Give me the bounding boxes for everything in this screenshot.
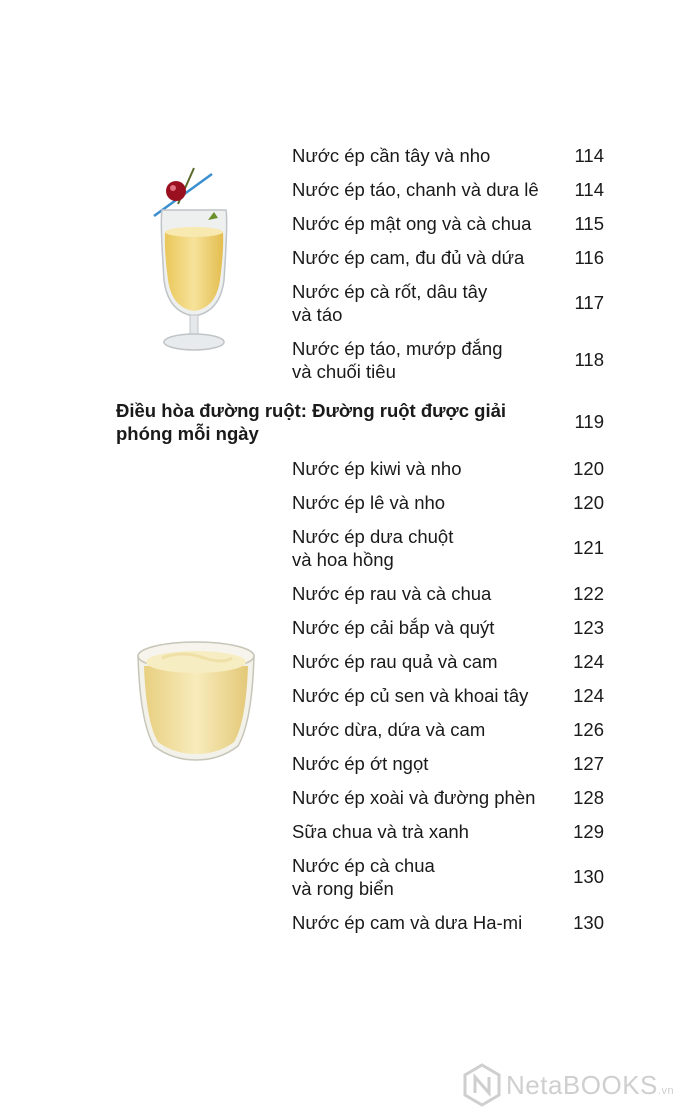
- toc-entry[interactable]: [292, 854, 604, 900]
- watermark-text: [506, 1070, 674, 1101]
- section-title: [116, 399, 536, 445]
- entry-page: 130: [573, 866, 604, 887]
- entry-page: 120: [573, 492, 604, 513]
- entry-title-line2: và rong biển: [292, 878, 394, 899]
- entry-page: 120: [573, 458, 604, 479]
- entry-title: Nước ép xoài và đường phèn: [292, 787, 536, 808]
- entry-page: 117: [574, 292, 604, 313]
- entry-title: Nước ép rau quả và cam: [292, 651, 498, 672]
- entry-page: 116: [574, 247, 604, 268]
- entry-title-line1: Nước ép cà chua: [292, 855, 435, 876]
- section-title-line1: Điều hòa đường ruột: Đường ruột được giải: [116, 400, 507, 421]
- entry-page: 114: [574, 145, 604, 166]
- entry-title: Nước ép ớt ngọt: [292, 753, 429, 774]
- entry-page: 124: [573, 651, 604, 672]
- entry-page: 130: [573, 912, 604, 933]
- watermark-suffix: .vn: [657, 1085, 675, 1097]
- smoothie-glass-image: [132, 622, 260, 762]
- entry-title: Nước ép lê và nho: [292, 492, 446, 513]
- entry-title: Nước ép cam và dưa Ha-mi: [292, 912, 523, 933]
- entry-title: [292, 280, 554, 326]
- entry-title-line2: và chuối tiêu: [292, 361, 396, 382]
- entry-page: 128: [573, 787, 604, 808]
- entry-page: 118: [574, 349, 604, 370]
- toc-entry[interactable]: [292, 337, 604, 383]
- entry-page: 122: [573, 583, 604, 604]
- juice-glass-image: [148, 160, 240, 360]
- section-title-line2: phóng mỗi ngày: [116, 423, 259, 444]
- entry-page: 127: [573, 753, 604, 774]
- toc-entry[interactable]: [292, 280, 604, 326]
- entry-title-line1: Nước ép táo, mướp đắng: [292, 338, 503, 359]
- entry-title: Sữa chua và trà xanh: [292, 821, 469, 842]
- entry-title: Nước ép rau và cà chua: [292, 583, 492, 604]
- entry-title-line2: và táo: [292, 304, 343, 325]
- section-heading[interactable]: [116, 399, 604, 445]
- entry-page: 129: [573, 821, 604, 842]
- entry-title: Nước ép củ sen và khoai tây: [292, 685, 529, 706]
- entry-title: [292, 525, 554, 571]
- entry-title: Nước ép mật ong và cà chua: [292, 213, 532, 234]
- entry-page: 123: [573, 617, 604, 638]
- netabooks-watermark: [462, 1063, 692, 1109]
- entry-page: 124: [573, 685, 604, 706]
- entry-title: Nước ép cần tây và nho: [292, 145, 491, 166]
- entry-title-line1: Nước ép cà rốt, dâu tây: [292, 281, 488, 302]
- entry-title: Nước ép táo, chanh và dưa lê: [292, 179, 539, 200]
- entry-page: 126: [573, 719, 604, 740]
- entry-title: [292, 854, 554, 900]
- entry-title: [292, 337, 554, 383]
- netabooks-logo-icon: [462, 1063, 502, 1107]
- toc-entry[interactable]: [292, 525, 604, 571]
- entry-title-line2: và hoa hồng: [292, 549, 394, 570]
- entry-page: 121: [573, 537, 604, 558]
- entry-title: Nước ép cải bắp và quýt: [292, 617, 495, 638]
- entry-page: 115: [574, 213, 604, 234]
- section-page: 119: [574, 411, 604, 432]
- entry-title: Nước ép kiwi và nho: [292, 458, 462, 479]
- entry-title: Nước dừa, dứa và cam: [292, 719, 486, 740]
- watermark-brand: NetaBOOKS: [506, 1070, 658, 1100]
- entry-title: Nước ép cam, đu đủ và dứa: [292, 247, 525, 268]
- entry-title-line1: Nước ép dưa chuột: [292, 526, 454, 547]
- entry-page: 114: [574, 179, 604, 200]
